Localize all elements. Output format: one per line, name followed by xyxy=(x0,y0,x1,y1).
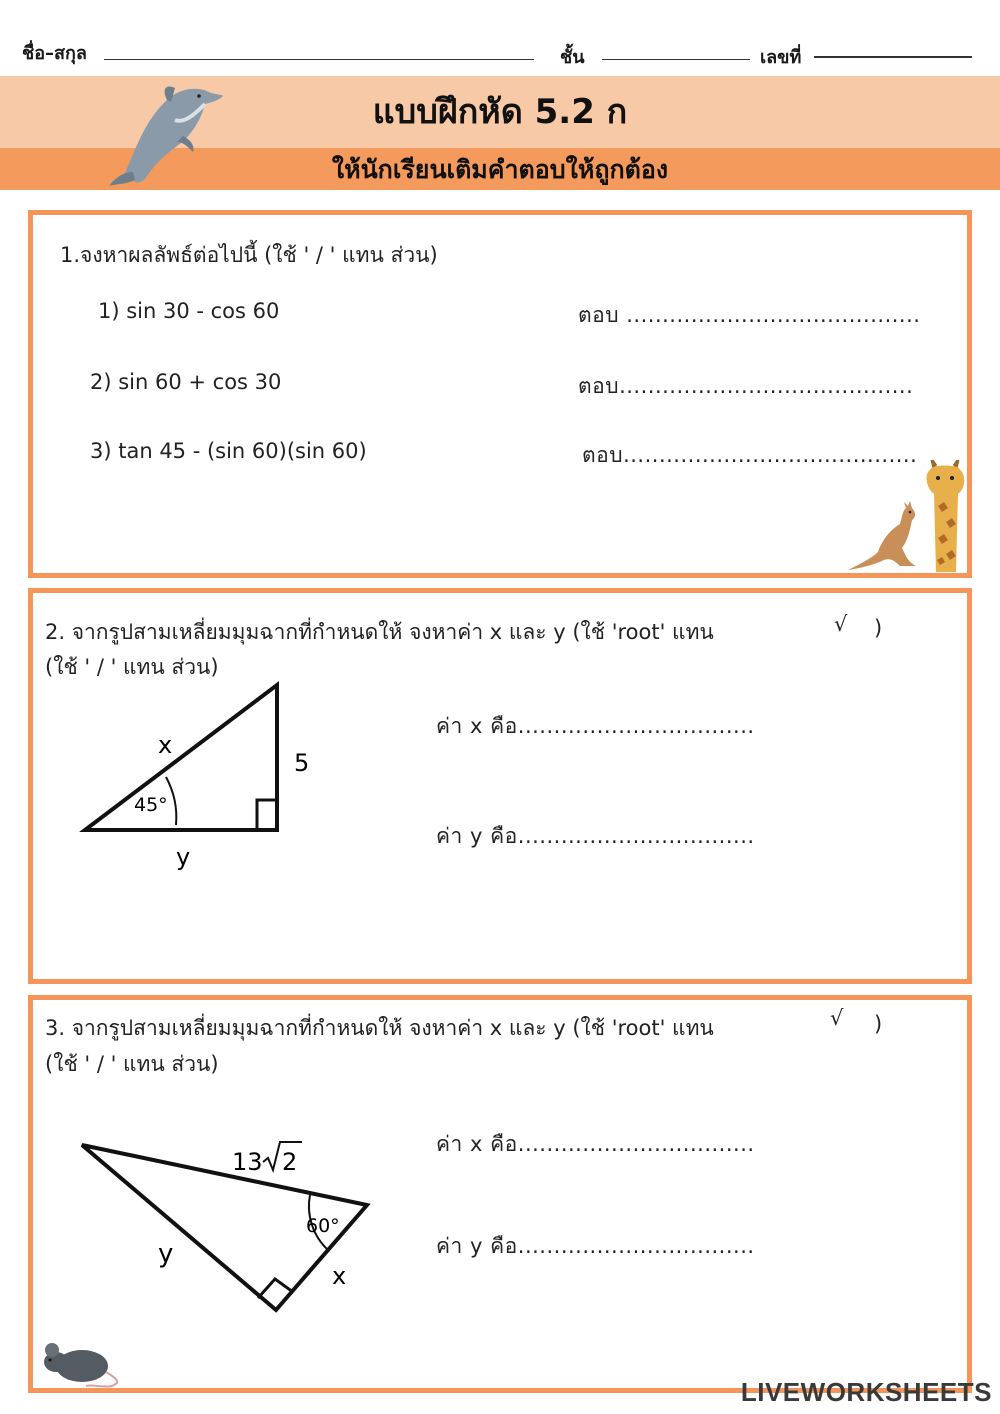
q3-answer-y[interactable]: ค่า y คือ................................. xyxy=(436,1234,755,1258)
q2-side-label: 5 xyxy=(294,749,310,777)
dolphin-icon xyxy=(105,80,225,190)
q3-root-symbol: √ xyxy=(830,1006,844,1030)
q1-answer-1[interactable]: ตอบ ......................................... xyxy=(578,303,921,327)
number-line xyxy=(814,56,972,58)
q2-base-label: y xyxy=(176,843,191,871)
giraffe-icon xyxy=(920,460,972,575)
q2-heading-line2: (ใช้ ' / ' แทน ส่วน) xyxy=(45,655,219,679)
liveworksheets-watermark: LIVEWORKSHEETS xyxy=(740,1377,992,1407)
q3-leg-long-label: y xyxy=(158,1239,174,1269)
q2-answer-y[interactable]: ค่า y คือ................................. xyxy=(436,824,755,848)
class-label: ชั้น xyxy=(560,47,585,68)
mouse-icon xyxy=(42,1338,124,1390)
q3-hyp-radicand: 2 xyxy=(282,1148,298,1176)
q1-heading: 1.จงหาผลลัพธ์ต่อไปนี้ (ใช้ ' / ' แทน ส่วน) xyxy=(60,243,438,267)
q2-answer-x[interactable]: ค่า x คือ................................. xyxy=(436,714,755,738)
q3-triangle-figure xyxy=(70,1130,390,1320)
q3-hyp-number: 13 xyxy=(232,1148,263,1176)
q3-heading-line2: (ใช้ ' / ' แทน ส่วน) xyxy=(45,1052,219,1076)
q2-angle-label: 45° xyxy=(134,794,168,816)
q2-root-symbol: √ xyxy=(834,612,848,636)
page-title: แบบฝึกหัด 5.2 ก xyxy=(372,92,628,132)
q2-hyp-label: x xyxy=(158,731,173,759)
name-line xyxy=(104,58,534,60)
q1-item-3: 3) tan 45 - (sin 60)(sin 60) xyxy=(90,439,367,463)
q1-answer-2[interactable]: ตอบ......................................... xyxy=(578,374,914,398)
q2-triangle xyxy=(85,685,277,830)
q2-right-angle-mark xyxy=(257,800,277,830)
name-label: ชื่อ–สกุล xyxy=(22,43,87,64)
q1-answer-3[interactable]: ตอบ......................................... xyxy=(582,443,918,467)
q1-item-1: 1) sin 30 - cos 60 xyxy=(98,299,280,323)
page-subtitle: ให้นักเรียนเติมคำตอบให้ถูกต้อง xyxy=(331,155,669,184)
q3-heading-line1: 3. จากรูปสามเหลี่ยมมุมฉากที่กำหนดให้ จงหาค่า x และ y (ใช้ 'root' แทน xyxy=(45,1016,714,1040)
q3-leg-short-label: x xyxy=(332,1262,347,1290)
q2-triangle-figure xyxy=(70,675,330,885)
number-label: เลขที่ xyxy=(760,47,802,68)
q3-close-paren: ) xyxy=(874,1012,883,1036)
q3-answer-x[interactable]: ค่า x คือ................................. xyxy=(436,1132,755,1156)
q2-close-paren: ) xyxy=(874,616,883,640)
q2-heading-line1: 2. จากรูปสามเหลี่ยมมุมฉากที่กำหนดให้ จงหาค่า x และ y (ใช้ 'root' แทน xyxy=(45,620,714,644)
q1-item-2: 2) sin 60 + cos 30 xyxy=(90,370,282,394)
kangaroo-icon xyxy=(846,500,926,574)
q3-angle-label: 60° xyxy=(306,1215,340,1237)
class-line xyxy=(602,58,750,60)
